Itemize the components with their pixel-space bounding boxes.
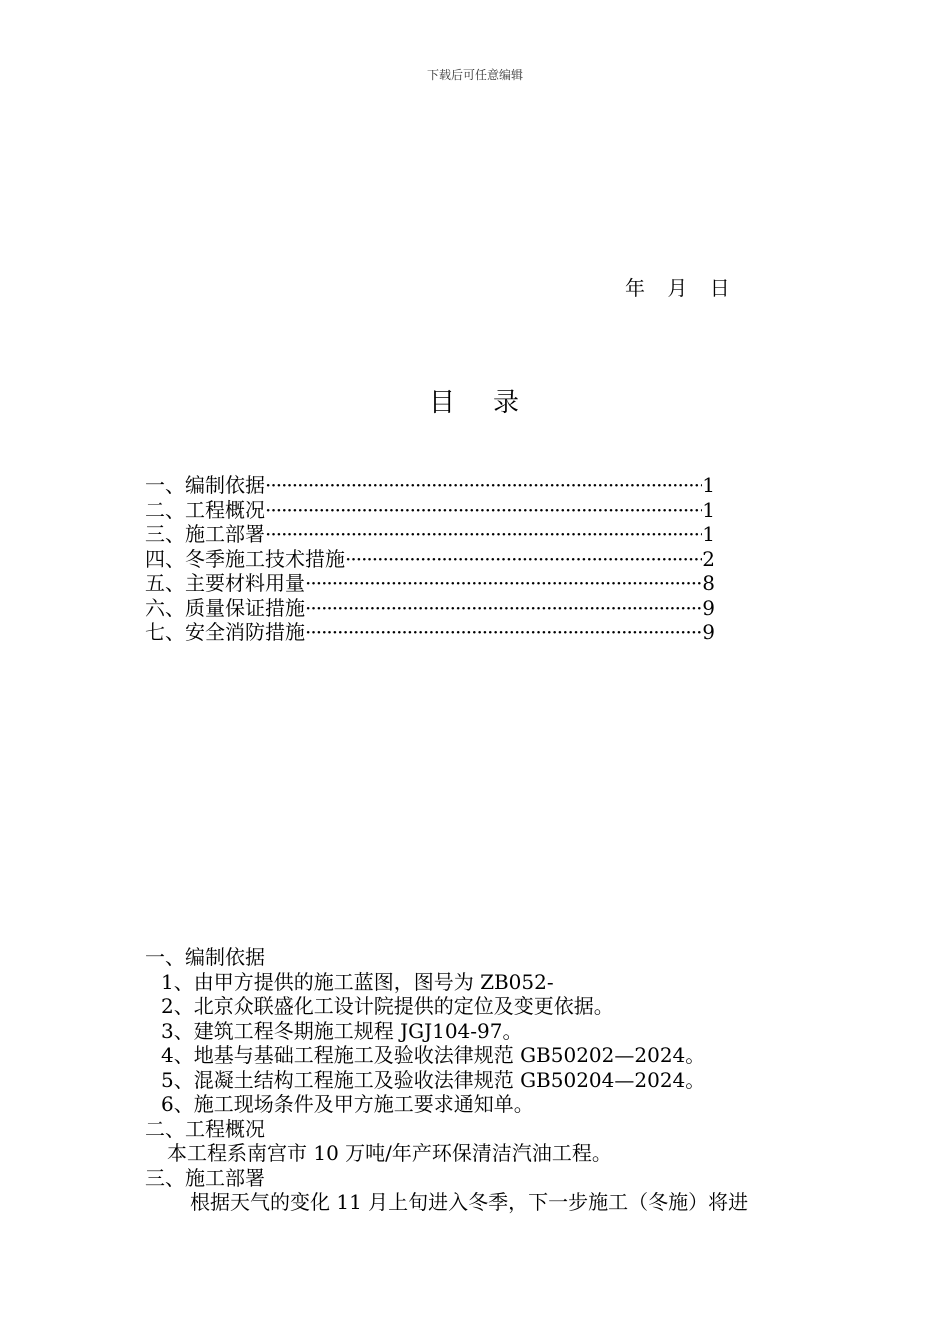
list-item: 1、由甲方提供的施工蓝图，图号为 ZB052- bbox=[161, 969, 554, 994]
toc-entry-page: 9 bbox=[702, 595, 715, 620]
paragraph: 根据天气的变化 11 月上旬进入冬季，下一步施工（冬施）将进 bbox=[190, 1190, 749, 1214]
toc-entry-page: 1 bbox=[702, 473, 715, 497]
date-month: 月 bbox=[667, 276, 690, 300]
toc-entry-label: 六、质量保证措施 bbox=[145, 595, 305, 620]
list-item: 3、建筑工程冬期施工规程 JGJ104-97。 bbox=[161, 1018, 523, 1043]
list-item: 6、施工现场条件及甲方施工要求通知单。 bbox=[161, 1092, 534, 1116]
list-item: 5、混凝土结构工程施工及验收法律规范 GB50204—2024。 bbox=[161, 1067, 706, 1092]
toc-leader-dots bbox=[265, 522, 702, 547]
toc-title bbox=[0, 382, 950, 419]
toc-leader-dots bbox=[305, 571, 702, 596]
toc-entry-label: 三、施工部署 bbox=[145, 522, 265, 546]
header-note: 下载后可任意编辑 bbox=[426, 68, 523, 82]
toc-entry[interactable] bbox=[145, 473, 715, 498]
toc-entry[interactable] bbox=[145, 522, 715, 547]
toc-entry[interactable] bbox=[145, 596, 715, 621]
toc-title-right: 录 bbox=[493, 388, 522, 418]
date-line bbox=[625, 272, 744, 301]
section-heading: 二、工程概况 bbox=[145, 1116, 265, 1141]
paragraph: 本工程系南宫市 10 万吨/年产环保清洁汽油工程。 bbox=[167, 1141, 612, 1165]
list-item: 4、地基与基础工程施工及验收法律规范 GB50202—2024。 bbox=[161, 1043, 706, 1067]
toc-leader-dots bbox=[345, 547, 702, 572]
document-body bbox=[145, 945, 825, 1215]
toc-title-left: 目 bbox=[428, 388, 457, 418]
toc-leader-dots bbox=[305, 620, 702, 645]
date-year: 年 bbox=[625, 276, 647, 300]
table-of-contents bbox=[145, 473, 715, 645]
toc-leader-dots bbox=[265, 473, 702, 498]
date-day: 日 bbox=[709, 276, 732, 300]
section-heading: 一、编制依据 bbox=[145, 945, 265, 969]
toc-entry-label: 一、编制依据 bbox=[145, 473, 265, 497]
toc-entry-page: 9 bbox=[702, 620, 715, 644]
toc-entry[interactable] bbox=[145, 547, 715, 572]
toc-entry-page: 1 bbox=[702, 497, 715, 522]
toc-entry-label: 七、安全消防措施 bbox=[145, 620, 305, 644]
toc-entry-label: 四、冬季施工技术措施 bbox=[145, 546, 345, 571]
toc-leader-dots bbox=[305, 596, 702, 621]
section-heading: 三、施工部署 bbox=[145, 1165, 265, 1190]
toc-entry-label: 二、工程概况 bbox=[145, 497, 265, 522]
toc-entry[interactable] bbox=[145, 571, 715, 596]
toc-entry[interactable] bbox=[145, 498, 715, 523]
toc-leader-dots bbox=[265, 498, 702, 523]
toc-entry[interactable] bbox=[145, 620, 715, 645]
toc-entry-label: 五、主要材料用量 bbox=[145, 571, 305, 595]
list-item: 2、北京众联盛化工设计院提供的定位及变更依据。 bbox=[161, 994, 614, 1018]
toc-entry-page: 8 bbox=[702, 571, 715, 595]
toc-entry-page: 2 bbox=[702, 546, 715, 571]
toc-entry-page: 1 bbox=[702, 522, 715, 546]
